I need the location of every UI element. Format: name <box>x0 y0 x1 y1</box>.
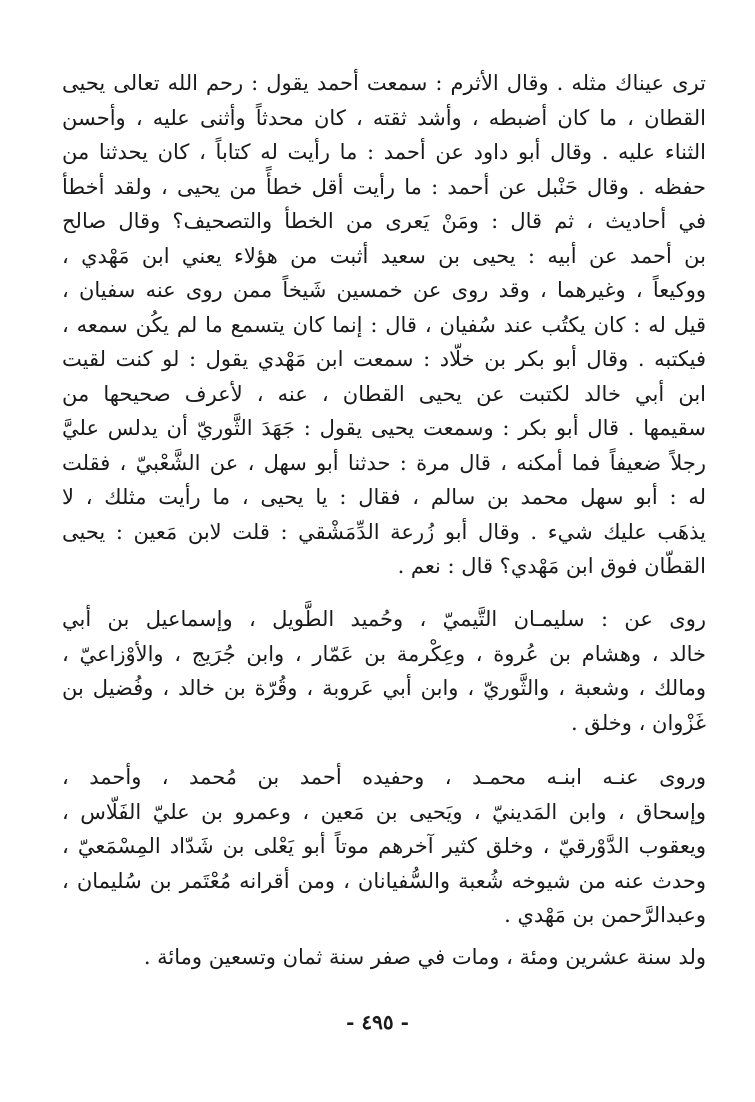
text-line: يذهَب عليك شيء . وقال أبو زُرعة الدِّمَشْقي : قلت لابن مَعين : يحيى <box>62 519 706 544</box>
text-line: رجلاً ضعيفاً فما أمكنه ، قال مرة : حدثنا أبو سهل ، عن الشَّعْبيّ ، فقلت <box>62 450 706 475</box>
paragraph-narrations <box>62 66 706 584</box>
text-line: قيل له : كان يكتُب عند سُفيان ، قال : إنما كان يتسمع ما لم يكُن سمعه ، <box>62 312 706 337</box>
text-line: غَزْوان ، وخلق . <box>570 710 706 735</box>
text-line: وعبدالرَّحمن بن مَهْدي . <box>504 903 706 927</box>
text-line: له : أبو سهل محمد بن سالم ، فقال : يا يحيى ، ما رأيت مثلك ، لا <box>62 485 706 509</box>
paragraph-narrated-by <box>62 760 706 933</box>
text-line: القطّان فوق ابن مَهْدي؟ قال : نعم . <box>397 554 706 578</box>
text-line: في أحاديث ، ثم قال : ومَنْ يَعرى من الخطأ والتصحيف؟ وقال صالح <box>62 209 706 233</box>
text-line: روى عن : سليمـان التَّيميّ ، وحُميد الطَّويل ، وإسماعيل بن أبي <box>62 607 706 631</box>
paragraph-narrated-from <box>62 602 706 740</box>
text-line: وروى عنـه ابنـه محمـد ، وحفيده أحمد بن مُحمد ، وأحمد ، <box>62 765 706 789</box>
page-number: - ٤٩٥ - <box>346 1010 409 1034</box>
text-line: خالد ، وهشام بن عُروة ، وعِكْرمة بن عَمّار ، وابن جُرَيج ، والأوْزاعيّ ، <box>62 641 706 666</box>
text-line: وإسحاق ، وابن المَدينيّ ، ويَحيى بن مَعين ، وعمرو بن عليّ الفَلّاس ، <box>62 799 706 824</box>
text-line: فيكتبه . وقال أبو بكر بن خلّاد : سمعت ابن مَهْدي يقول : لو كنت لقيت <box>62 347 706 371</box>
text-line: القطان ، ما كان أضبطه ، وأشد ثقته ، كان محدثاً وأثنى عليه ، وأحسن <box>62 105 706 130</box>
text-line: ابن أبي خالد لكتبت عن يحيى القطان ، عنه ، لأعرف صحيحها من <box>62 381 706 406</box>
text-line: ويعقوب الدَّوْرقيّ ، وخلق كثير آخرهم موتاً أبو يَعْلى بن شَدّاد المِسْمَعيّ ، <box>62 834 706 858</box>
text-line: ومالك ، وشعبة ، والثَّوريّ ، وابن أبي عَروبة ، وقُرّة بن خالد ، وفُضيل بن <box>62 676 706 700</box>
paragraph-birth-death <box>62 940 706 975</box>
text-line: حفظه . وقال حَنْبل عن أحمد : ما رأيت أقل خطأً من يحيى ، ولقد أخطأ <box>62 174 706 199</box>
text-line: بن أحمد عن أبيه : يحيى بن سعيد أثبت من هؤلاء يعني ابن مَهْدي ، <box>62 243 706 268</box>
text-line: الثناء عليه . وقال أبو داود عن أحمد : ما رأيت له كتاباً ، كان يحدثنا من <box>62 140 706 164</box>
text-line: ولد سنة عشرين ومئة ، ومات في صفر سنة ثمان وتسعين ومائة . <box>143 945 706 969</box>
text-line: وحدث عنه من شيوخه شُعبة والسُّفيانان ، ومن أقرانه مُعْتَمر بن سُليمان ، <box>62 868 706 893</box>
text-line: سقيمها . قال أبو بكر : وسمعت يحيى يقول : جَهَدَ الثَّوريّ أن يدلس عليَّ <box>62 416 706 440</box>
text-line: ووكيعاً ، وغيرهما ، وقد روى عن خمسين شَيخاً ممن روى عنه سفيان ، <box>62 278 706 302</box>
text-line: ترى عيناك مثله . وقال الأثرم : سمعت أحمد يقول : رحم الله تعالى يحيى <box>62 71 706 95</box>
